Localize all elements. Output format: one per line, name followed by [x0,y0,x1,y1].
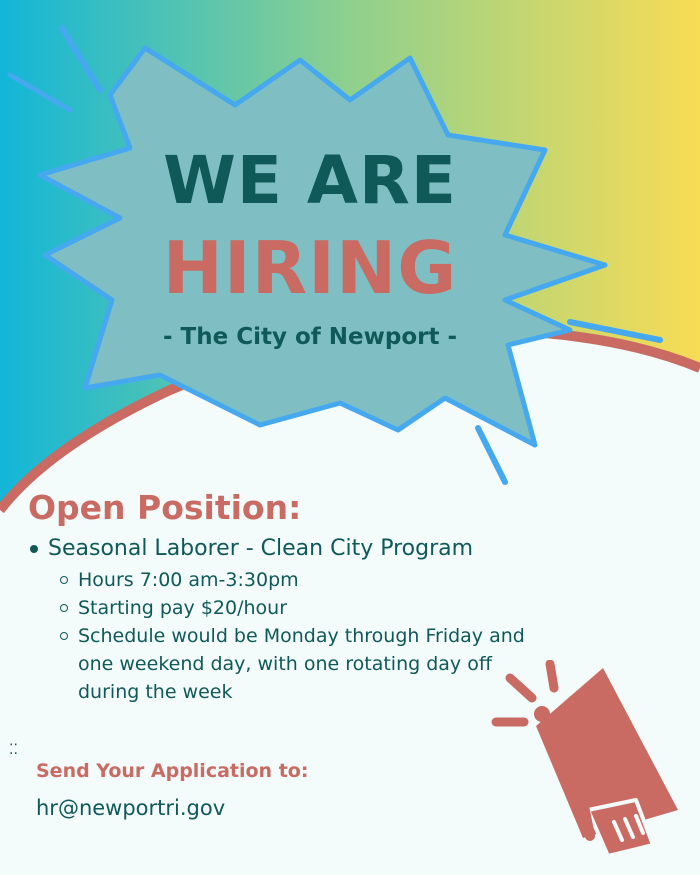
position-list [28,534,548,706]
application-heading: Send Your Application to: [36,760,309,782]
bullet-dot-icon [30,545,38,553]
megaphone-icon [488,660,698,860]
detail-schedule [58,622,548,706]
detail-pay [58,594,548,622]
open-position-heading: Open Position: [28,488,302,527]
position-item [28,534,548,706]
headline-hiring: HIRING [162,226,458,310]
drag-grip-icon[interactable]: ⁚⁚ [9,741,18,757]
position-title: Seasonal Laborer - Clean City Program [48,536,474,561]
headline-we-are: WE ARE [163,142,457,219]
detail-text: Starting pay $20/hour [78,597,288,619]
organization-subtitle: - The City of Newport - [162,324,458,350]
detail-text: Hours 7:00 am-3:30pm [78,569,299,591]
bullet-circle-icon [60,576,68,584]
detail-text: Schedule would be Monday through Friday and one weekend day, with one rotating day off during the week [78,625,525,703]
bullet-circle-icon [60,604,68,612]
application-email[interactable]: hr@newportri.gov [36,796,226,820]
position-details [58,566,548,706]
bullet-circle-icon [60,632,68,640]
detail-hours [58,566,548,594]
